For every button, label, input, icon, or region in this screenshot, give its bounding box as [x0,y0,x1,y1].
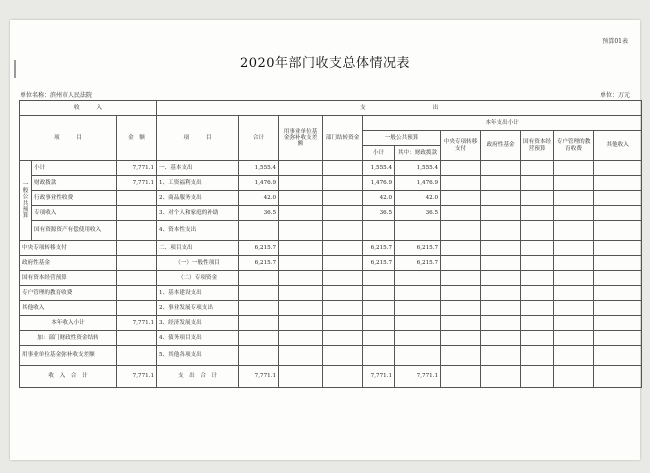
income-item: 本年收入小计 [20,316,117,331]
other-income-cell [594,221,642,241]
table-row [20,271,642,286]
other-income-cell [594,241,642,256]
table-row [20,256,642,271]
state-capital-cell [521,316,554,331]
subtotal-cell [363,331,395,346]
income-total-amount: 7,771.1 [117,366,157,388]
total-cell [239,346,279,366]
cum-balance-cell [279,221,323,241]
total-cell [239,316,279,331]
central-transfer-cell [441,286,481,301]
special-edu-cell [554,241,594,256]
cum-balance-cell [279,316,323,331]
state-capital-cell [521,241,554,256]
other-income-cell [594,191,642,206]
subtotal-cell: 36.5 [363,206,395,221]
state-capital-cell [521,346,554,366]
general-budget-header: 一般公共预算 [363,131,441,146]
cum-balance-cell [279,331,323,346]
other-income-cell [594,346,642,366]
dept-balance-cell [323,346,363,366]
special-edu-cell [554,346,594,366]
gov-fund-cell [481,256,521,271]
this-year-header: 本年支出小计 [363,116,642,131]
expense-item: 3、经济发展支出 [157,316,239,331]
subtotal-cell [363,271,395,286]
fiscal-cell [395,301,441,316]
cum-balance-cell [279,346,323,366]
dept-balance-cell [323,221,363,241]
subtotal-cell [363,221,395,241]
central-transfer-cell [441,241,481,256]
money-unit: 单位：万元 [599,92,630,99]
special-edu-cell [554,316,594,331]
fiscal-cell: 6,215.7 [395,256,441,271]
table-row [20,331,642,346]
state-capital-total [521,366,554,388]
subtotal-cell [363,346,395,366]
dept-balance-header: 部门结转资金 [323,116,363,161]
income-amount-header: 金 额 [117,116,157,161]
dept-balance-cell [323,271,363,286]
general-budget-group-label: 一般公共预算 [20,161,32,241]
special-edu-cell [554,206,594,221]
income-amount: 7,771.1 [117,161,157,176]
state-capital-header: 国有资本经营预算 [521,131,554,161]
income-amount [117,221,157,241]
expense-total-label: 支 出 合 计 [157,366,239,388]
other-income-total [594,366,642,388]
special-edu-cell [554,221,594,241]
gov-fund-cell [481,331,521,346]
gov-fund-cell [481,161,521,176]
other-income-cell [594,206,642,221]
special-edu-cell [554,301,594,316]
total-cell: 36.5 [239,206,279,221]
state-capital-cell [521,176,554,191]
income-amount: 7,771.1 [117,176,157,191]
cum-balance-header: 用事业单位基金弥补收支差额 [279,116,323,161]
expense-item: （二）专项资金 [157,271,239,286]
central-transfer-cell [441,191,481,206]
fiscal-cell [395,271,441,286]
income-item: 用事业单位基金弥补收支差额 [20,346,117,366]
income-item: 行政事业性收费 [32,191,117,206]
table-row [20,161,642,176]
dept-balance-cell [323,161,363,176]
central-transfer-total [441,366,481,388]
cum-balance-cell [279,271,323,286]
subtotal-cell: 1,555.4 [363,161,395,176]
fiscal-cell: 36.5 [395,206,441,221]
special-edu-cell [554,331,594,346]
state-capital-cell [521,301,554,316]
income-amount [117,346,157,366]
special-edu-cell [554,191,594,206]
gov-fund-cell [481,286,521,301]
state-capital-cell [521,161,554,176]
other-income-cell [594,286,642,301]
state-capital-cell [521,271,554,286]
dept-balance-cell [323,256,363,271]
income-item: 国有资本经营预算 [20,271,117,286]
cum-balance-total [279,366,323,388]
gov-fund-cell [481,221,521,241]
central-transfer-header: 中央专项转移支付 [441,131,481,161]
dept-balance-cell [323,191,363,206]
expense-item: 一、基本支出 [157,161,239,176]
table-row [20,191,642,206]
income-amount [117,241,157,256]
income-amount [117,206,157,221]
income-item: 小计 [32,161,117,176]
income-amount [117,286,157,301]
gov-fund-cell [481,191,521,206]
income-amount [117,301,157,316]
state-capital-cell [521,206,554,221]
expense-item: 5、其他各项支出 [157,346,239,366]
cum-balance-cell [279,206,323,221]
subtotal-cell: 42.0 [363,191,395,206]
gov-fund-cell [481,176,521,191]
other-income-cell [594,176,642,191]
state-capital-cell [521,221,554,241]
income-item: 国有资源资产有偿使用收入 [32,221,117,241]
fiscal-header: 其中：财政拨款 [395,146,441,161]
expense-item: 2、事业发展专项支出 [157,301,239,316]
expense-item-header: 项 目 [157,116,239,161]
special-edu-header: 专户管理的教育收费 [554,131,594,161]
subtotal-cell [363,286,395,301]
total-cell [239,286,279,301]
cum-balance-cell [279,161,323,176]
table-row [20,301,642,316]
dept-balance-cell [323,301,363,316]
other-income-cell [594,316,642,331]
expense-item: 4、资本性支出 [157,221,239,241]
total-cell [239,271,279,286]
special-edu-total [554,366,594,388]
total-cell: 1,476.9 [239,176,279,191]
dept-balance-total [323,366,363,388]
table-row [20,221,642,241]
fiscal-total: 7,771.1 [395,366,441,388]
income-total-label: 收 入 合 计 [20,366,117,388]
table-row [20,316,642,331]
gov-fund-cell [481,301,521,316]
income-item: 政府性基金 [20,256,117,271]
unit-name: 单位名称：滨州市人民法院 [20,92,93,99]
totals-row [20,366,642,388]
total-header: 合计 [239,116,279,161]
cum-balance-cell [279,256,323,271]
table-row [20,241,642,256]
central-transfer-cell [441,331,481,346]
total-cell: 6,215.7 [239,241,279,256]
total-cell: 42.0 [239,191,279,206]
expense-item: 3、对个人和家庭的补助 [157,206,239,221]
central-transfer-cell [441,346,481,366]
cum-balance-cell [279,176,323,191]
subtotal-cell [363,301,395,316]
subtotal-header: 小计 [363,146,395,161]
central-transfer-cell [441,176,481,191]
gov-fund-cell [481,271,521,286]
special-edu-cell [554,176,594,191]
subtotal-cell: 6,215.7 [363,256,395,271]
expense-item: 2、商品服务支出 [157,191,239,206]
dept-balance-cell [323,331,363,346]
state-capital-cell [521,331,554,346]
table-row [20,176,642,191]
other-income-cell [594,271,642,286]
dept-balance-cell [323,316,363,331]
other-income-header: 其他收入 [594,131,642,161]
other-income-cell [594,161,642,176]
income-amount [117,256,157,271]
expense-item: 4、债务项目支出 [157,331,239,346]
central-transfer-cell [441,161,481,176]
special-edu-cell [554,271,594,286]
total-cell: 1,555.4 [239,161,279,176]
fiscal-cell: 1,555.4 [395,161,441,176]
gov-fund-cell [481,241,521,256]
subtotal-cell [363,316,395,331]
fiscal-cell: 6,215.7 [395,241,441,256]
gov-fund-cell [481,346,521,366]
central-transfer-cell [441,206,481,221]
special-edu-cell [554,161,594,176]
fiscal-cell [395,331,441,346]
gov-fund-header: 政府性基金 [481,131,521,161]
form-number: 预算01表 [602,38,628,45]
expense-total-amount: 7,771.1 [239,366,279,388]
income-header: 收 入 [20,101,157,116]
special-edu-cell [554,256,594,271]
subtotal-total: 7,771.1 [363,366,395,388]
dept-balance-cell [323,241,363,256]
subtotal-cell: 1,476.9 [363,176,395,191]
central-transfer-cell [441,316,481,331]
dept-balance-cell [323,206,363,221]
cum-balance-cell [279,286,323,301]
cum-balance-cell [279,191,323,206]
fiscal-cell [395,316,441,331]
income-amount [117,191,157,206]
central-transfer-cell [441,301,481,316]
income-item: 专户管理的教育收费 [20,286,117,301]
income-amount [117,271,157,286]
central-transfer-cell [441,221,481,241]
page-title: 2020年部门收支总体情况表 [239,56,411,71]
income-amount [117,331,157,346]
expense-item: 二、项目支出 [157,241,239,256]
gov-fund-cell [481,316,521,331]
other-income-cell [594,331,642,346]
central-transfer-cell [441,256,481,271]
gov-fund-total [481,366,521,388]
state-capital-cell [521,286,554,301]
expense-item: 1、工资福利支出 [157,176,239,191]
income-item: 财政拨款 [32,176,117,191]
cum-balance-cell [279,301,323,316]
income-amount: 7,771.1 [117,316,157,331]
fiscal-cell [395,346,441,366]
cum-balance-cell [279,241,323,256]
expense-item: 1、基本建设支出 [157,286,239,301]
fiscal-cell: 42.0 [395,191,441,206]
dept-balance-cell [323,286,363,301]
budget-table [19,100,642,388]
income-item-header: 项 目 [20,116,117,161]
total-cell [239,301,279,316]
income-item: 中央专项转移支付 [20,241,117,256]
other-income-cell [594,301,642,316]
dept-balance-cell [323,176,363,191]
report-sheet [10,20,640,460]
state-capital-cell [521,191,554,206]
income-item: 加：部门财政性资金结转 [20,331,117,346]
subtotal-cell: 6,215.7 [363,241,395,256]
central-transfer-cell [441,271,481,286]
total-cell [239,221,279,241]
table-row [20,346,642,366]
expense-item: （一）一般性项目 [157,256,239,271]
special-edu-cell [554,286,594,301]
income-item: 其他收入 [20,301,117,316]
total-cell: 6,215.7 [239,256,279,271]
fiscal-cell [395,221,441,241]
table-row [20,206,642,221]
other-income-cell [594,256,642,271]
income-item: 专项收入 [32,206,117,221]
state-capital-cell [521,256,554,271]
table-row [20,286,642,301]
fiscal-cell [395,286,441,301]
expense-header: 支 出 [157,101,642,116]
total-cell [239,331,279,346]
gov-fund-cell [481,206,521,221]
fiscal-cell: 1,476.9 [395,176,441,191]
